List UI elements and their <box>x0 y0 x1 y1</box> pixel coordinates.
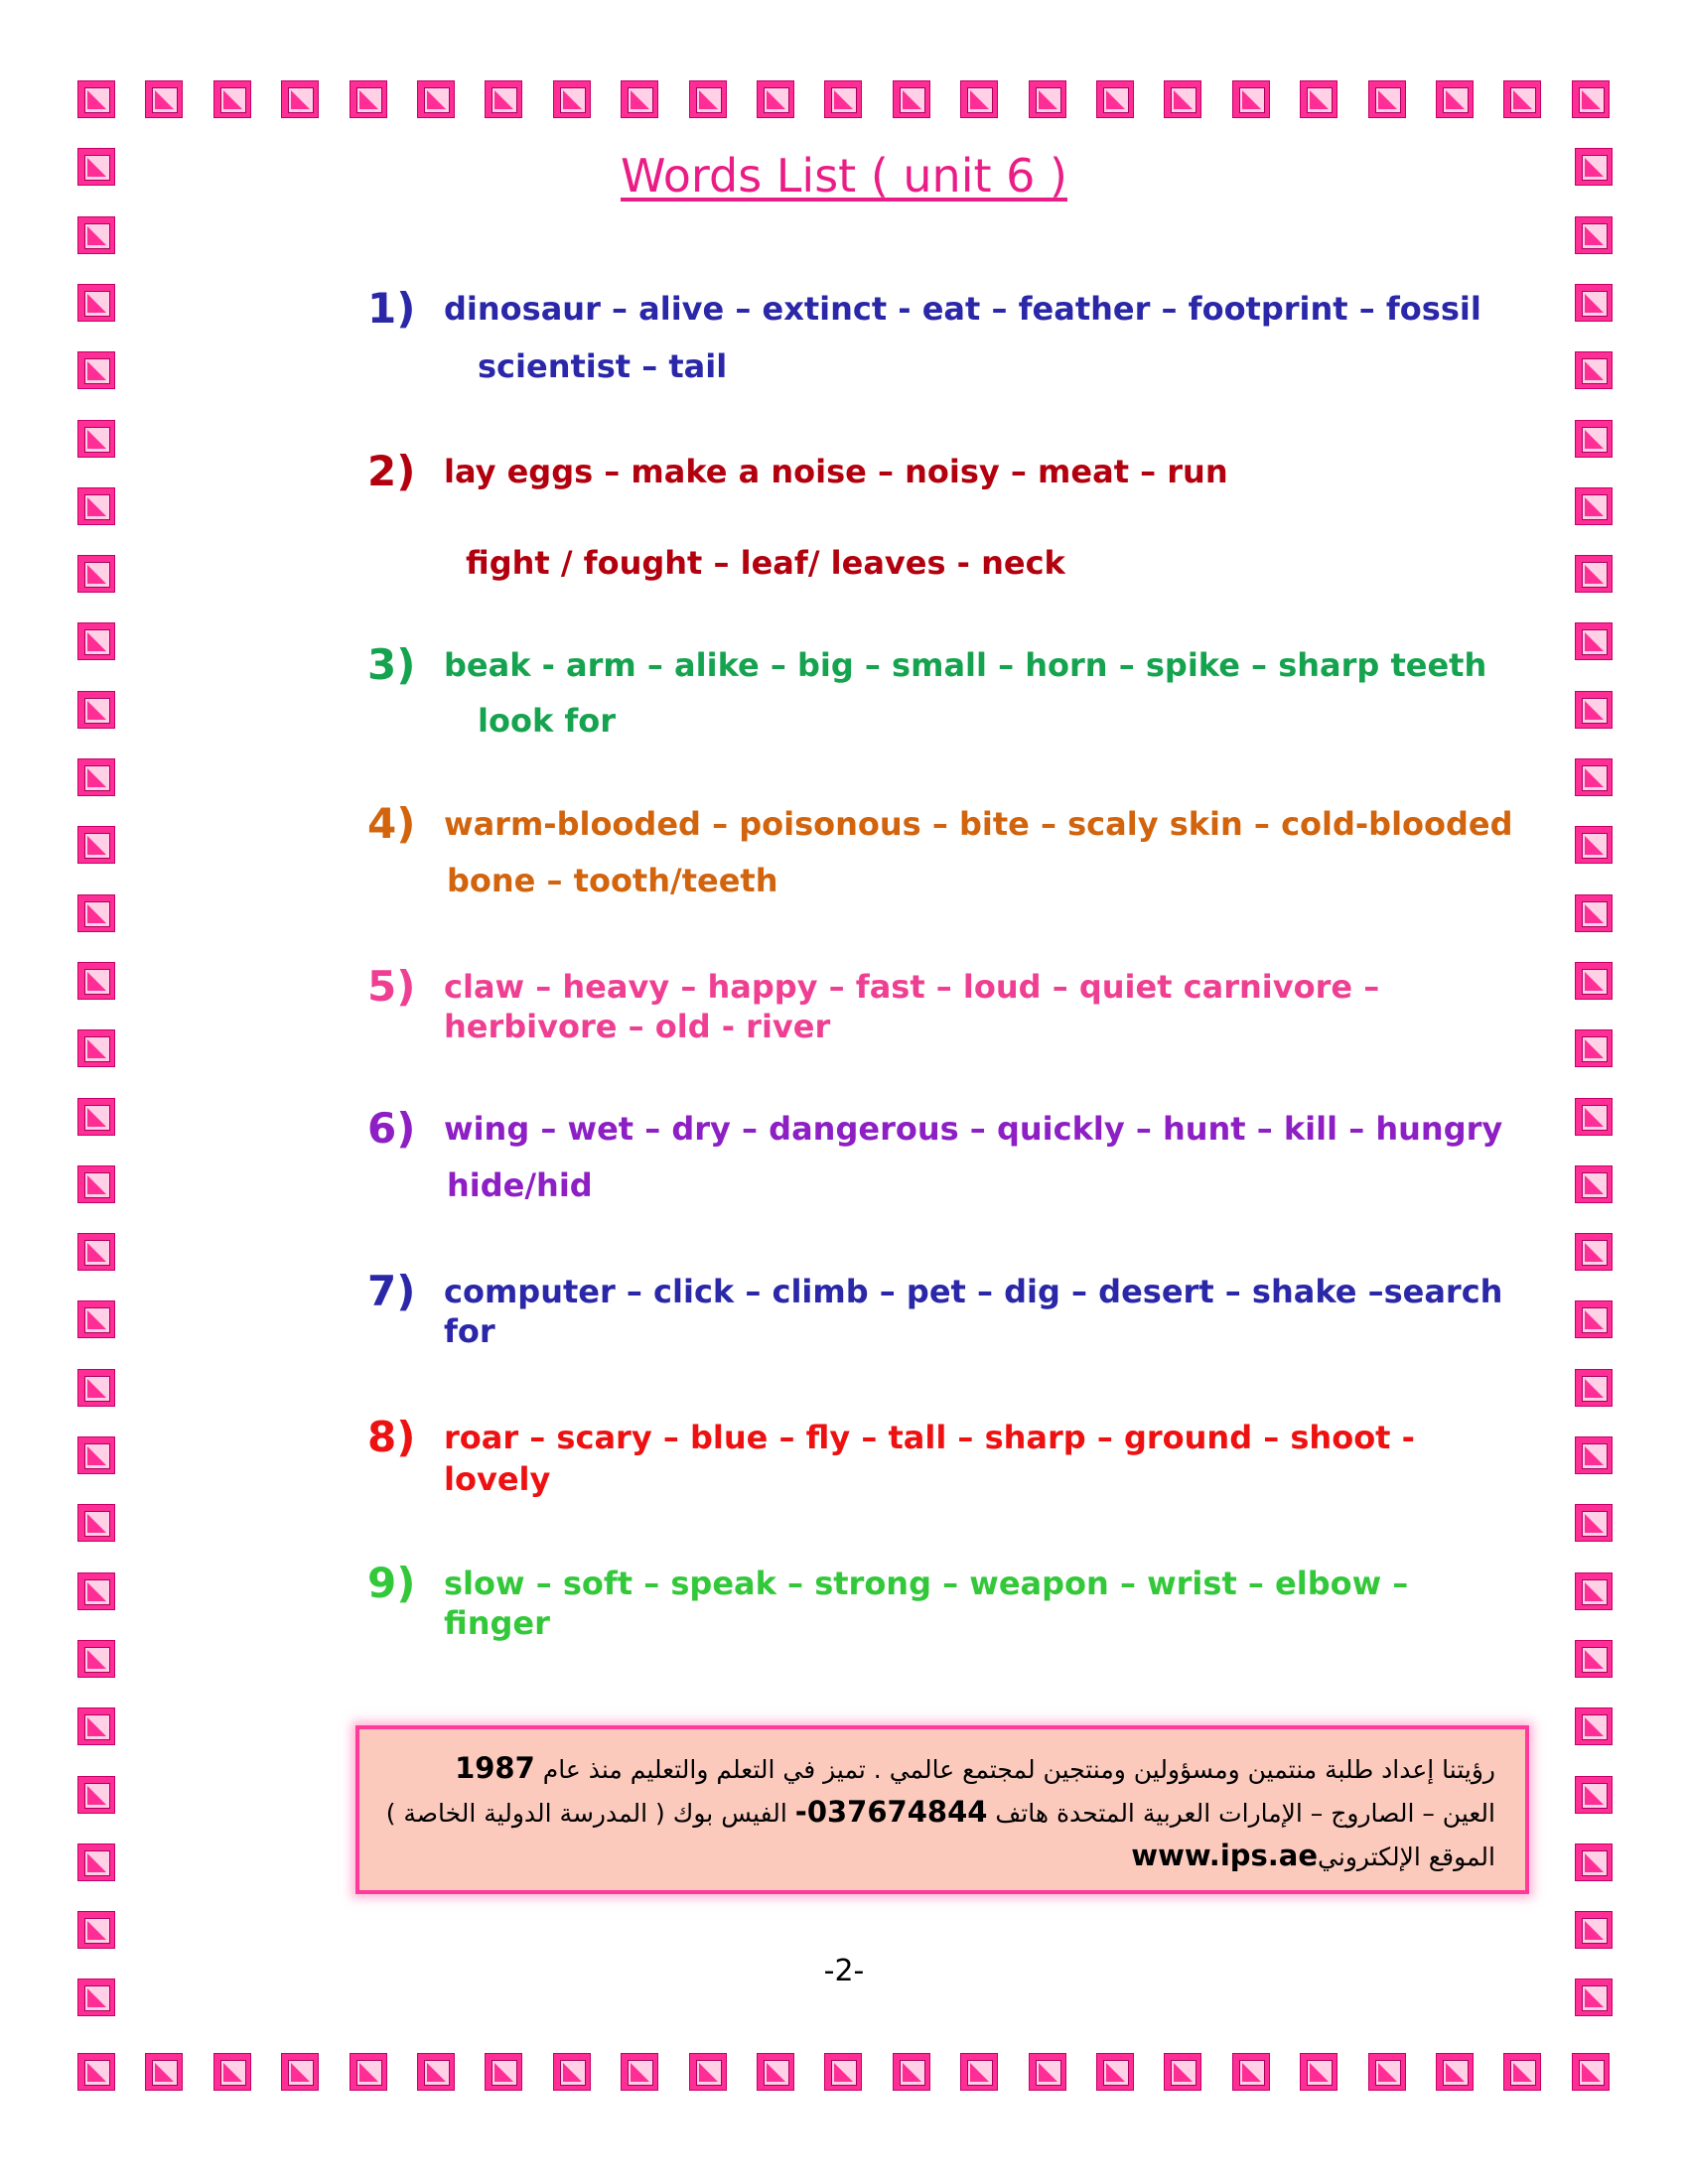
pink-square-tile-icon <box>77 2053 115 2091</box>
word-line: hide/hid <box>447 1166 593 1204</box>
word-line: slow – soft – speak – strong – weapon – wrist – elbow – <box>444 1565 1409 1602</box>
pink-square-tile-icon <box>145 2053 183 2091</box>
pink-square-tile-icon <box>77 351 115 389</box>
pink-square-tile-icon <box>1575 1776 1613 1814</box>
pink-square-tile-icon <box>1575 1572 1613 1610</box>
pink-square-tile-icon <box>350 2053 387 2091</box>
pink-square-tile-icon <box>1503 2053 1541 2091</box>
pink-square-tile-icon <box>1575 487 1613 525</box>
pink-square-tile-icon <box>1575 1369 1613 1407</box>
word-line: for <box>444 1312 495 1350</box>
pink-square-tile-icon <box>621 80 658 118</box>
word-line: beak - arm – alike – big – small – horn – spike – sharp teeth <box>444 646 1487 684</box>
founding-year: 1987 <box>455 1751 535 1785</box>
pink-square-tile-icon <box>77 691 115 729</box>
pink-square-tile-icon <box>1575 216 1613 254</box>
pink-square-tile-icon <box>1575 1436 1613 1474</box>
word-line: herbivore – old - river <box>444 1008 831 1045</box>
website-url[interactable]: www.ips.ae <box>1131 1839 1319 1872</box>
item-number: 2) <box>367 447 416 495</box>
pink-square-tile-icon <box>77 80 115 118</box>
pink-square-tile-icon <box>77 1098 115 1136</box>
pink-square-tile-icon <box>350 80 387 118</box>
pink-square-tile-icon <box>77 420 115 458</box>
pink-square-tile-icon <box>1575 894 1613 932</box>
pink-square-tile-icon <box>77 216 115 254</box>
pink-square-tile-icon <box>485 2053 522 2091</box>
pink-square-tile-icon <box>77 1640 115 1678</box>
pink-square-tile-icon <box>77 284 115 322</box>
pink-square-tile-icon <box>77 1165 115 1203</box>
pink-square-tile-icon <box>417 80 455 118</box>
word-line: lay eggs – make a noise – noisy – meat – run <box>444 453 1228 490</box>
pink-square-tile-icon <box>77 894 115 932</box>
pink-square-tile-icon <box>77 1369 115 1407</box>
facebook-text: الفيس بوك ( المدرسة الدولية الخاصة ) <box>385 1799 787 1828</box>
pink-square-tile-icon <box>1575 1911 1613 1949</box>
pink-square-tile-icon <box>213 80 251 118</box>
pink-square-tile-icon <box>1575 962 1613 1000</box>
pink-square-tile-icon <box>77 1572 115 1610</box>
pink-square-tile-icon <box>621 2053 658 2091</box>
pink-square-tile-icon <box>1368 2053 1406 2091</box>
pink-square-tile-icon <box>1575 1300 1613 1338</box>
pink-square-tile-icon <box>77 962 115 1000</box>
pink-square-tile-icon <box>1575 1233 1613 1271</box>
word-line: fight / fought – leaf/ leaves - neck <box>466 544 1065 582</box>
pink-square-tile-icon <box>1436 2053 1474 2091</box>
pink-square-tile-icon <box>689 2053 727 2091</box>
pink-square-tile-icon <box>1232 80 1270 118</box>
pink-square-tile-icon <box>960 2053 998 2091</box>
vision-line <box>389 1747 1495 1791</box>
pink-square-tile-icon <box>77 1707 115 1745</box>
pink-square-tile-icon <box>1575 284 1613 322</box>
pink-square-tile-icon <box>77 1300 115 1338</box>
item-number: 7) <box>367 1267 416 1315</box>
word-line: finger <box>444 1604 550 1642</box>
word-line: look for <box>478 702 617 740</box>
pink-square-tile-icon <box>77 826 115 864</box>
contact-line <box>385 1791 1495 1835</box>
word-line: computer – click – climb – pet – dig – desert – shake –search <box>444 1273 1503 1310</box>
pink-square-tile-icon <box>77 1776 115 1814</box>
pink-square-tile-icon <box>1575 1640 1613 1678</box>
pink-square-tile-icon <box>1029 80 1066 118</box>
vision-text: رؤيتنا إعداد طلبة منتمين ومسؤولين ومنتجين لمجتمع عالمي . تميز في التعلم والتعليم منذ عام <box>542 1755 1495 1784</box>
school-info-box <box>355 1725 1529 1894</box>
pink-square-tile-icon <box>1575 351 1613 389</box>
pink-square-tile-icon <box>1096 2053 1134 2091</box>
pink-square-tile-icon <box>1572 80 1610 118</box>
pink-square-tile-icon <box>1436 80 1474 118</box>
pink-square-tile-icon <box>77 1233 115 1271</box>
pink-square-tile-icon <box>824 80 862 118</box>
pink-square-tile-icon <box>689 80 727 118</box>
pink-square-tile-icon <box>1575 622 1613 660</box>
pink-square-tile-icon <box>824 2053 862 2091</box>
pink-square-tile-icon <box>553 2053 591 2091</box>
pink-square-tile-icon <box>77 1504 115 1542</box>
pink-square-tile-icon <box>145 80 183 118</box>
pink-square-tile-icon <box>77 1029 115 1067</box>
pink-square-tile-icon <box>1096 80 1134 118</box>
pink-square-tile-icon <box>893 2053 930 2091</box>
pink-square-tile-icon <box>281 2053 319 2091</box>
pink-square-tile-icon <box>77 1436 115 1474</box>
pink-square-tile-icon <box>1300 2053 1337 2091</box>
word-line: warm-blooded – poisonous – bite – scaly skin – cold-blooded <box>444 805 1513 843</box>
pink-square-tile-icon <box>1575 1165 1613 1203</box>
pink-square-tile-icon <box>1164 2053 1201 2091</box>
pink-square-tile-icon <box>281 80 319 118</box>
pink-square-tile-icon <box>1575 555 1613 593</box>
word-line: bone – tooth/teeth <box>447 862 778 899</box>
pink-square-tile-icon <box>1575 1707 1613 1745</box>
pink-square-tile-icon <box>1575 1504 1613 1542</box>
pink-square-tile-icon <box>77 1911 115 1949</box>
word-line: scientist – tail <box>478 347 728 385</box>
pink-square-tile-icon <box>1575 758 1613 796</box>
word-line: dinosaur – alive – extinct - eat – feather – footprint – fossil <box>444 290 1481 328</box>
website-line <box>389 1835 1495 1878</box>
pink-square-tile-icon <box>485 80 522 118</box>
pink-square-tile-icon <box>1575 1098 1613 1136</box>
pink-square-tile-icon <box>77 622 115 660</box>
word-line: lovely <box>444 1460 551 1498</box>
page-title: Words List ( unit 6 ) <box>620 149 1067 203</box>
pink-square-tile-icon <box>213 2053 251 2091</box>
pink-square-tile-icon <box>1300 80 1337 118</box>
item-number: 5) <box>367 962 416 1011</box>
pink-square-tile-icon <box>77 487 115 525</box>
pink-square-tile-icon <box>1572 2053 1610 2091</box>
pink-square-tile-icon <box>1575 826 1613 864</box>
word-line: claw – heavy – happy – fast – loud – quiet carnivore – <box>444 968 1380 1006</box>
pink-square-tile-icon <box>1503 80 1541 118</box>
pink-square-tile-icon <box>1575 1843 1613 1881</box>
pink-square-tile-icon <box>893 80 930 118</box>
phone-number: -037674844 <box>794 1795 988 1829</box>
item-number: 6) <box>367 1104 416 1153</box>
pink-square-tile-icon <box>757 2053 794 2091</box>
word-line: roar – scary – blue – fly – tall – sharp – ground – shoot - <box>444 1419 1415 1456</box>
pink-square-tile-icon <box>417 2053 455 2091</box>
pink-square-tile-icon <box>757 80 794 118</box>
page-number: -2- <box>823 1954 865 1988</box>
pink-square-tile-icon <box>1029 2053 1066 2091</box>
pink-square-tile-icon <box>1232 2053 1270 2091</box>
pink-square-tile-icon <box>1575 420 1613 458</box>
pink-square-tile-icon <box>77 555 115 593</box>
pink-square-tile-icon <box>553 80 591 118</box>
address-text: العين – الصاروج – الإمارات العربية المتحدة هاتف <box>995 1799 1495 1828</box>
website-label: الموقع الإلكتروني <box>1318 1843 1495 1871</box>
pink-square-tile-icon <box>1164 80 1201 118</box>
pink-square-tile-icon <box>1368 80 1406 118</box>
word-line: wing – wet – dry – dangerous – quickly – hunt – kill – hungry <box>444 1110 1503 1148</box>
item-number: 8) <box>367 1413 416 1461</box>
item-number: 9) <box>367 1559 416 1607</box>
item-number: 3) <box>367 640 416 689</box>
item-number: 1) <box>367 284 416 333</box>
pink-square-tile-icon <box>960 80 998 118</box>
pink-square-tile-icon <box>1575 691 1613 729</box>
pink-square-tile-icon <box>77 1843 115 1881</box>
pink-square-tile-icon <box>1575 1029 1613 1067</box>
pink-square-tile-icon <box>77 758 115 796</box>
item-number: 4) <box>367 799 416 848</box>
